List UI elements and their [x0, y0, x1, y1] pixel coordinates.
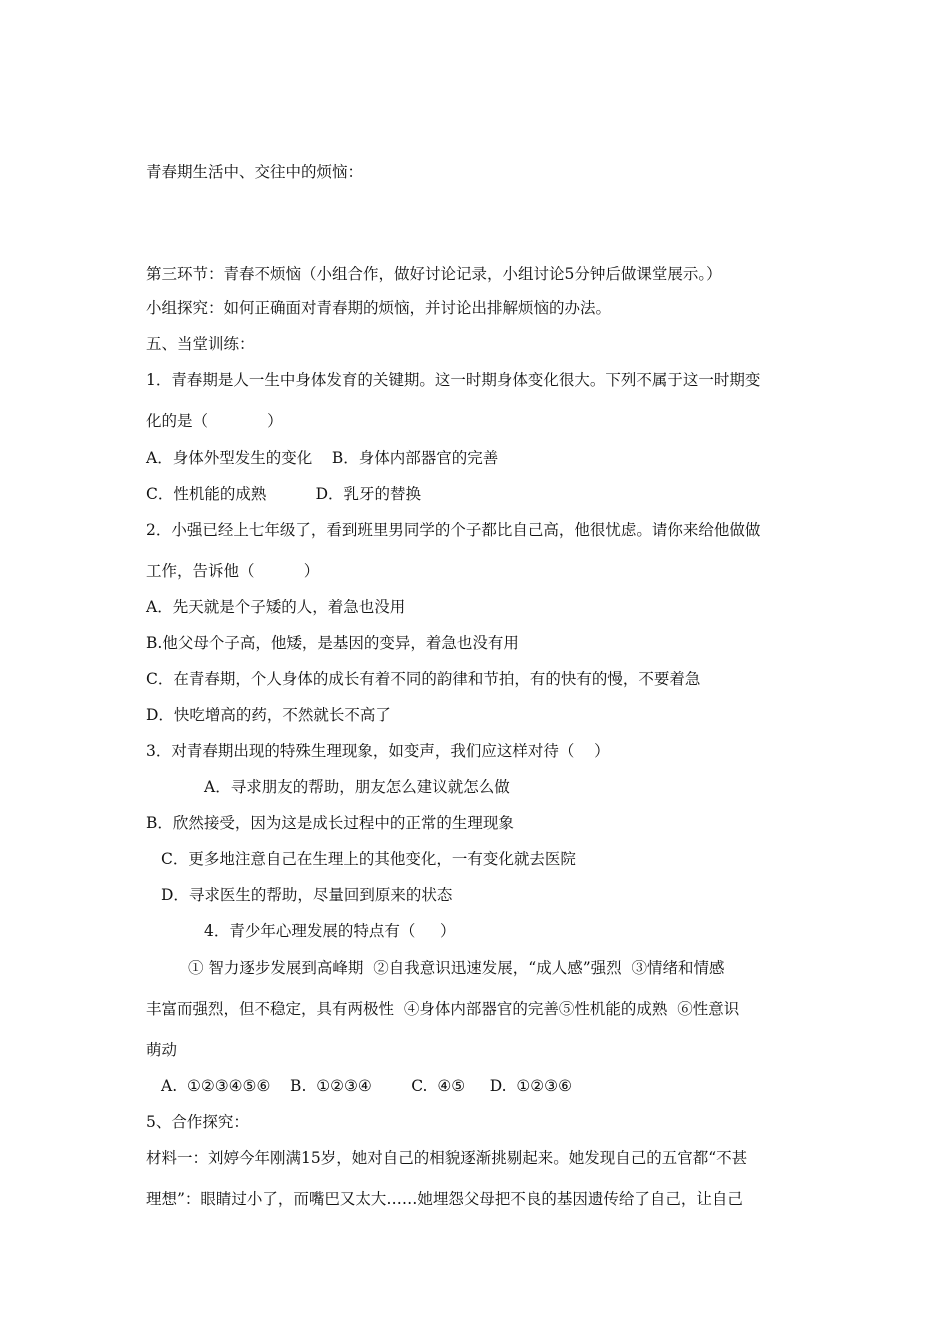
q4-options: A. ①②③④⑤⑥ B. ①②③④ C. ④⑤ D. ①②③⑥ [161, 1077, 572, 1095]
q2-option-a: A．先天就是个子矮的人，着急也没用 [146, 598, 406, 616]
group-inquiry: 小组探究：如何正确面对青春期的烦恼，并讨论出排解烦恼的办法。 [146, 299, 612, 317]
q2-stem-line1: 2．小强已经上七年级了，看到班里男同学的个子都比自己高，他很忧虑。请你来给他做做 [146, 521, 761, 539]
q1-options-line2: C．性机能的成熟 D．乳牙的替换 [146, 485, 422, 503]
q4-body-line2: 丰富而强烈，但不稳定，具有两极性 ④身体内部器官的完善⑤性机能的成熟 ⑥性意识 [146, 1000, 740, 1018]
q3-option-c: C．更多地注意自己在生理上的其他变化，一有变化就去医院 [161, 850, 576, 868]
q4-body-line3: 萌动 [146, 1041, 178, 1059]
section3-title: 第三环节：青春不烦恼（小组合作，做好讨论记录，小组讨论5分钟后做课堂展示。） [146, 265, 722, 283]
section-coop-title: 5、合作探究： [146, 1113, 249, 1131]
q4-stem: 4．青少年心理发展的特点有（ ） [204, 922, 456, 940]
section5-title: 五、当堂训练： [146, 335, 255, 353]
q3-option-d: D．寻求医生的帮助，尽量回到原来的状态 [161, 886, 453, 904]
q1-stem-line1: 1．青春期是人一生中身体发育的关键期。这一时期身体变化很大。下列不属于这一时期变 [146, 371, 761, 389]
q2-stem-line2: 工作，告诉他（ ） [146, 562, 320, 580]
q2-option-c: C．在青春期，个人身体的成长有着不同的韵律和节拍，有的快有的慢，不要着急 [146, 670, 701, 688]
q3-option-b: B．欣然接受，因为这是成长过程中的正常的生理现象 [146, 814, 514, 832]
q2-option-b: B.他父母个子高，他矮，是基因的变异，着急也没有用 [146, 634, 519, 652]
q2-option-d: D．快吃增高的药，不然就长不高了 [146, 706, 391, 724]
material1-line1: 材料一：刘婷今年刚满15岁，她对自己的相貌逐渐挑剔起来。她发现自己的五官都“不甚 [146, 1149, 748, 1167]
q1-stem-line2: 化的是（ ） [146, 412, 283, 430]
material1-line2: 理想”：眼睛过小了，而嘴巴又太大……她埋怨父母把不良的基因遗传给了自己，让自己 [146, 1190, 743, 1208]
q4-body-line1: ① 智力逐步发展到高峰期 ②自我意识迅速发展，“成人感”强烈 ③情绪和情感 [188, 959, 725, 977]
q3-option-a: A．寻求朋友的帮助，朋友怎么建议就怎么做 [204, 778, 510, 796]
q1-options-line1: A．身体外型发生的变化 B．身体内部器官的完善 [146, 449, 499, 467]
q3-stem: 3．对青春期出现的特殊生理现象，如变声，我们应这样对待（ ） [146, 742, 610, 760]
heading-troubles: 青春期生活中、交往中的烦恼： [146, 163, 364, 181]
